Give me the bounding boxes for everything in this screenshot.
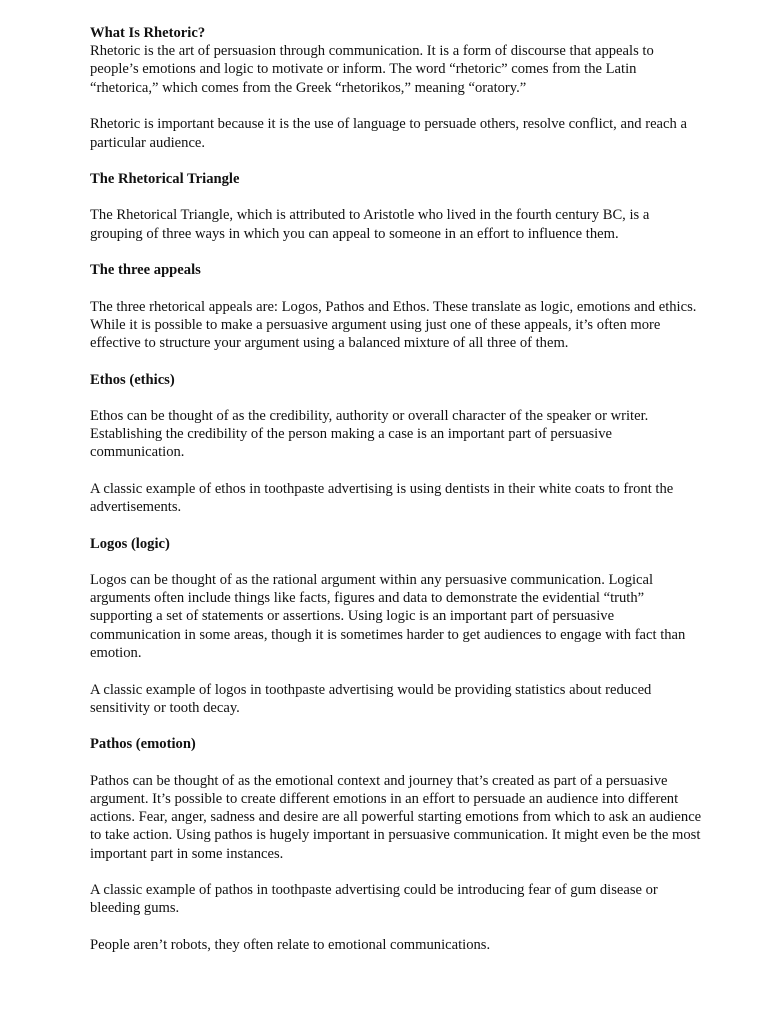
- intro-paragraph-1: Rhetoric is the art of persuasion through communication. It is a form of discourse that appeals to people’s emotions and logic to motivate or inform. The word “rhetoric” comes from the Latin “rhetorica,” which comes from the Greek “rhetorikos,” meaning “oratory.”: [90, 43, 654, 96]
- section-heading-logos: Logos (logic): [90, 535, 170, 552]
- section-heading-appeals: The three appeals: [90, 262, 201, 279]
- intro-paragraph-2: Rhetoric is important because it is the use of language to persuade others, resolve conflict, and reach a particular audience.: [90, 116, 687, 151]
- page-title: What Is Rhetoric?: [90, 25, 206, 41]
- pathos-paragraph-1: Pathos can be thought of as the emotional context and journey that’s created as part of a persuasive argument. It’s possible to create different emotions in an effort to persuade an audience into different actions. Fear, anger, sadness and desire are all powerful starting emotions from which to ask an audience to take action. Using pathos is hugely important in persuasive communication. It might even be the most important part in some instances.: [90, 772, 702, 862]
- pathos-paragraph-2: A classic example of pathos in toothpaste advertising could be introducing fear of gum disease or bleeding gums.: [90, 882, 658, 917]
- section-heading-triangle: The Rhetorical Triangle: [90, 171, 240, 188]
- section-heading-ethos: Ethos (ethics): [90, 371, 175, 388]
- appeals-paragraph: The three rhetorical appeals are: Logos, Pathos and Ethos. These translate as logic, emotions and ethics. While it is possible to make a persuasive argument using just one of these appeals, it’s often more effective to structure your argument using a balanced mixture of all three of them.: [90, 298, 697, 351]
- ethos-paragraph-2: A classic example of ethos in toothpaste advertising is using dentists in their white coats to front the advertisements.: [90, 480, 674, 516]
- logos-paragraph-1: Logos can be thought of as the rational argument within any persuasive communication. Logical arguments often include things like facts, figures and data to demonstrate the evidential “truth” supporting a set of statements or assertions. Using logic is an important part of persuasive communication in some areas, though it is sometimes harder to get audiences to engage with fact than emotion.: [90, 572, 686, 661]
- closing-paragraph: People aren’t robots, they often relate to emotional communications.: [90, 937, 491, 954]
- section-heading-pathos: Pathos (emotion): [90, 736, 196, 753]
- triangle-paragraph: The Rhetorical Triangle, which is attributed to Aristotle who lived in the fourth century BC, is a grouping of three ways in which you can appeal to someone in an effort to influence them.: [90, 207, 650, 242]
- logos-paragraph-2: A classic example of logos in toothpaste advertising would be providing statistics about reduced sensitivity or tooth decay.: [90, 681, 652, 716]
- document-page: [90, 24, 702, 954]
- ethos-paragraph-1: Ethos can be thought of as the credibility, authority or overall character of the speaker or writer. Establishing the credibility of the person making a case is an important part of persuasive communication.: [90, 407, 649, 461]
